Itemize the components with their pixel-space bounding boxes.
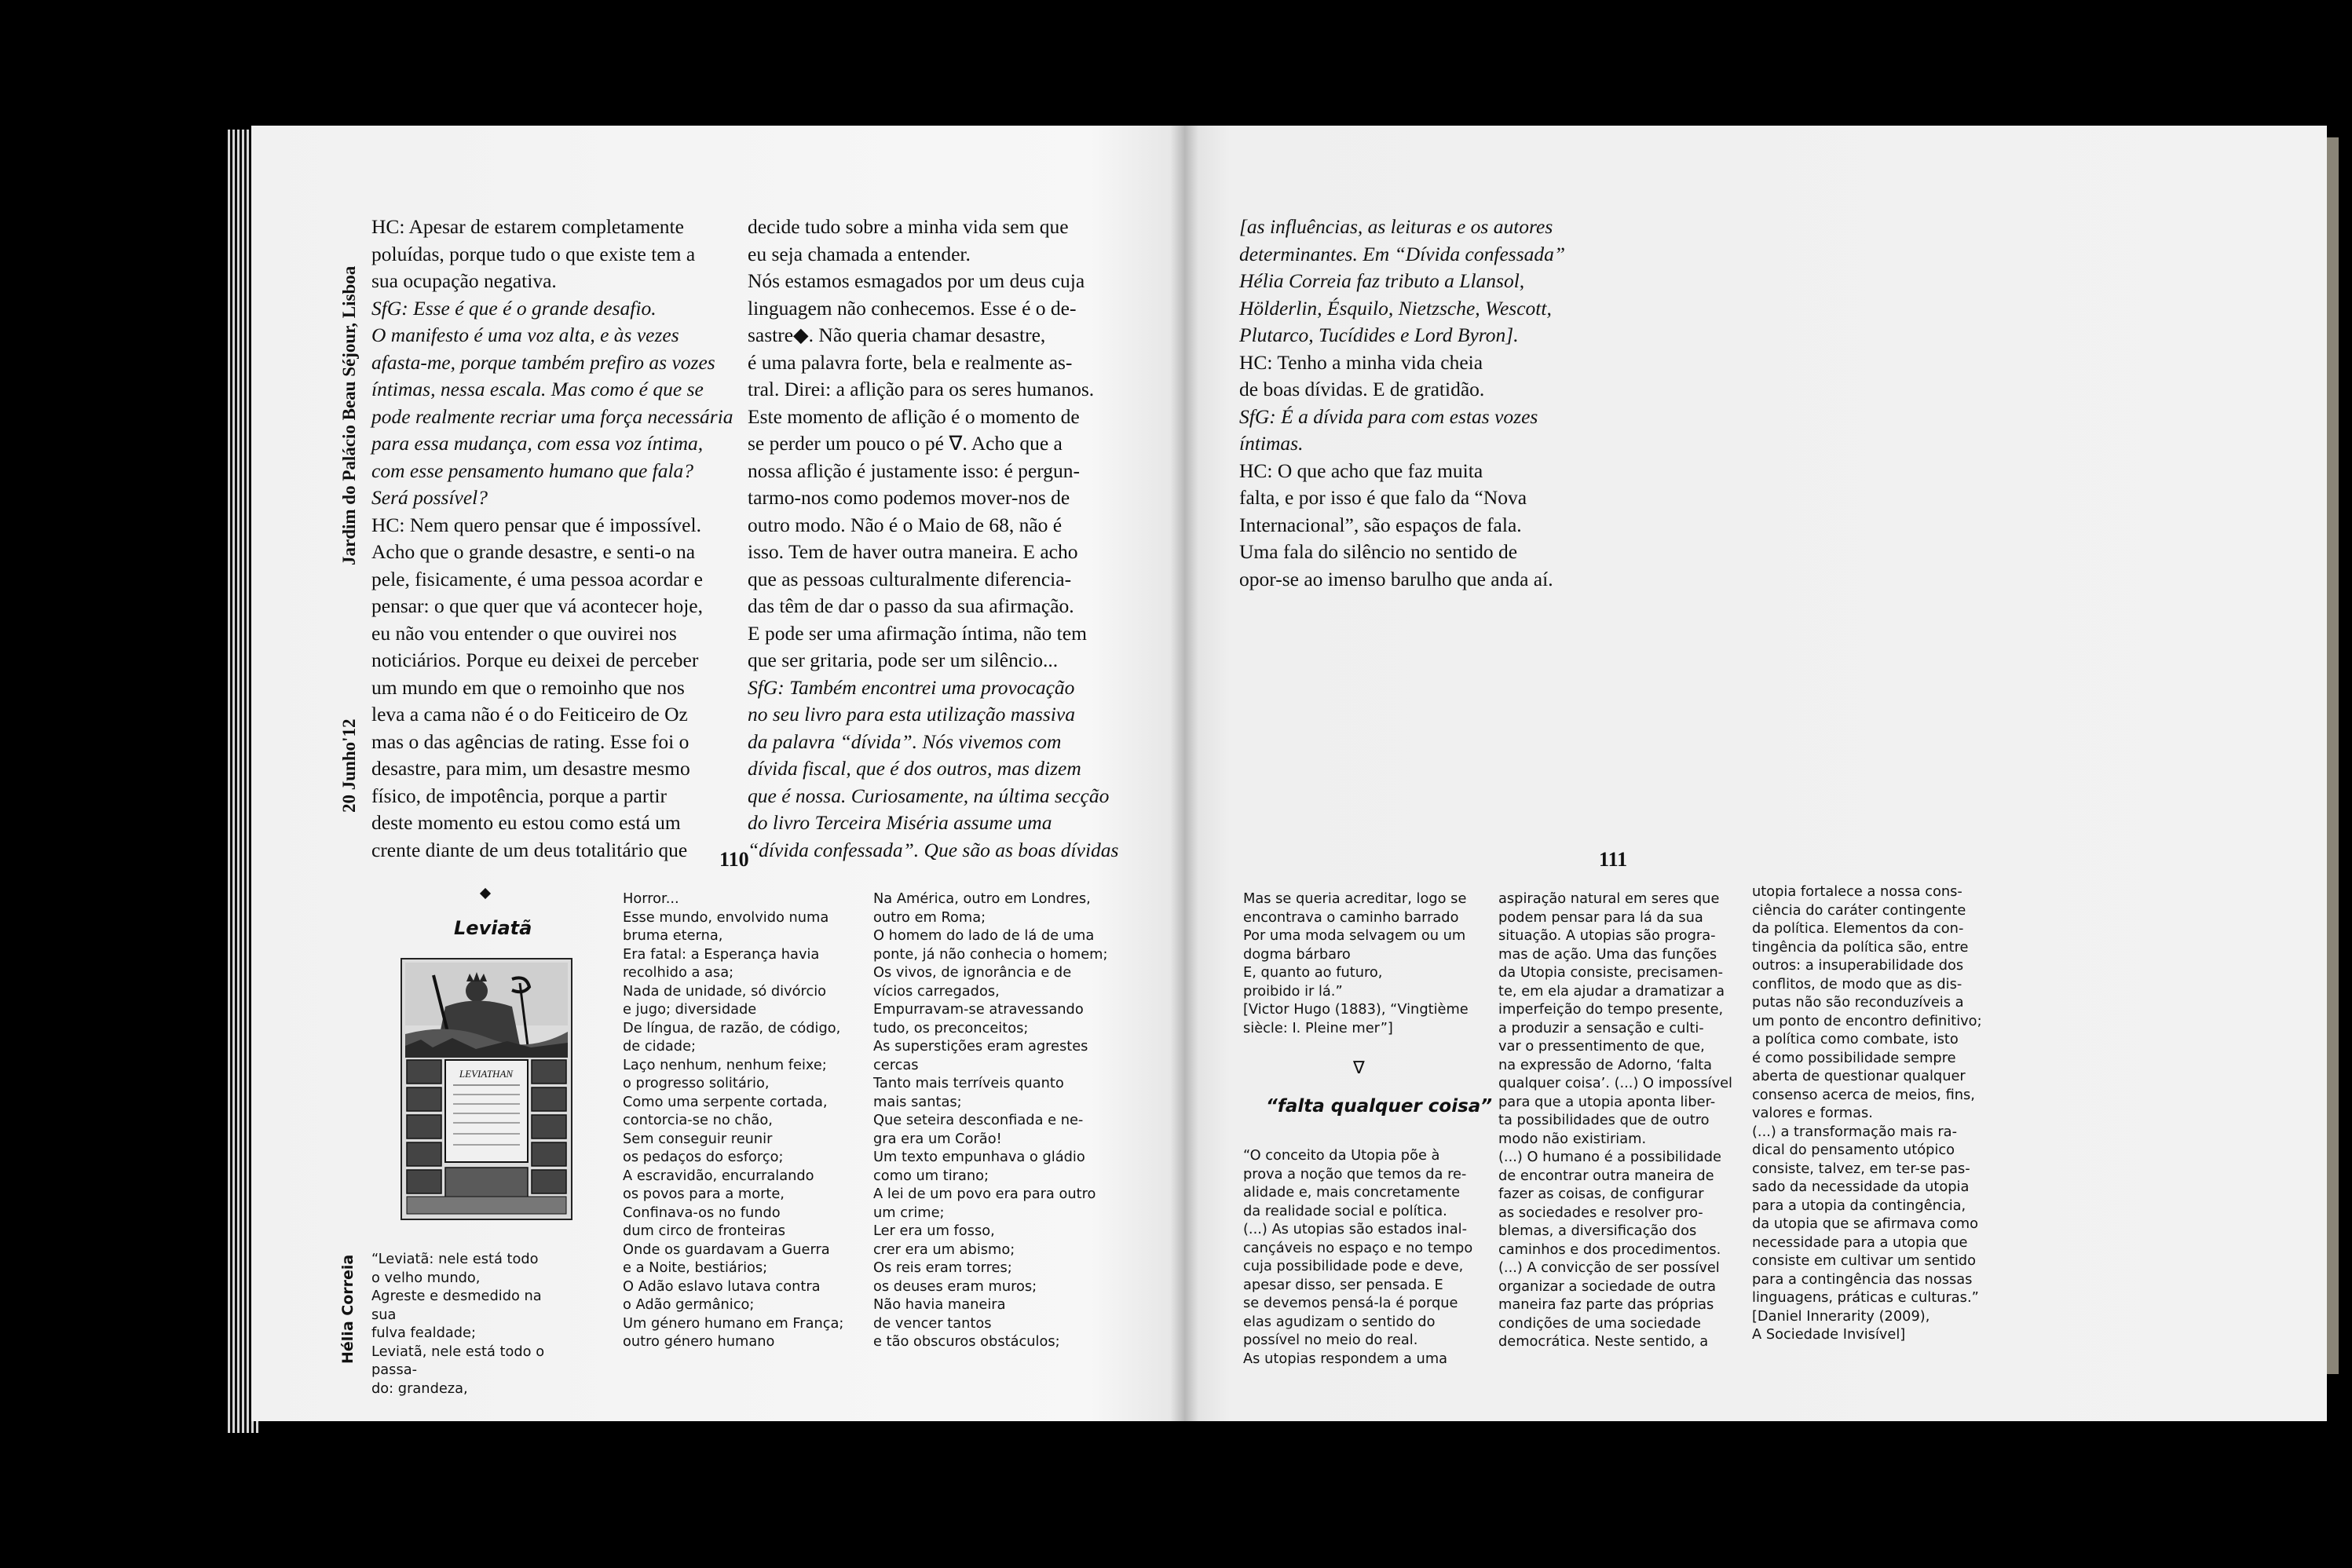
text-line: Hölderlin, Ésquilo, Nietzsche, Wescott, [1239,296,1552,320]
text-line: íntimas. [1239,432,1304,455]
book-gutter [1170,126,1198,1421]
text-line: tral. Direi: a aflição para os seres humanos. [748,378,1095,400]
left-page [251,126,1184,1421]
text-line: isso. Tem de haver outra maneira. E acho [748,540,1078,563]
leviata-heading: Leviatã [454,917,532,939]
text-line: da palavra “dívida”. Nós vivemos com [748,729,1062,753]
text-line: desastre, para mim, um desastre mesmo [371,757,690,780]
text-line: dívida fiscal, que é dos outros, mas dizem [748,757,1081,780]
text-line: HC: O que acho que faz muita [1239,459,1483,482]
author-side-label: Hélia Correia [339,1254,357,1364]
running-head: Jardim do Palácio Beau Séjour, Lisboa [339,265,359,565]
interview-column-3 [1239,214,1648,593]
text-line: Nós estamos esmagados por um deus cuja [748,269,1085,292]
text-line: para essa mudança, com essa voz íntima, [371,432,704,455]
utopia-column-b: aspiração natural em seres que podem pensar para lá da sua situação. A utopias são progra- mas de ação. Uma das funções da Utopia consiste, precisamen- te, em ela ajudar a dramatizar a imperfeição do tempo presente, a produzir a sensação e culti- var o pressentimento de que, na expressão de Adorno, ‘falta qualquer coisa’. (...) O impossível para que a utopia aponta liber- ta possibilidades que de outro modo não existiriam. (...) O humano é a possibilidade de encontrar outra maneira de fazer as coisas, de configurar as sociedades e resolver pro- blemas, a diversificação dos caminhos e dos procedimentos. (...) A convicção de ser possível organizar a sociedade de outra maneira faz parte das próprias condições de uma sociedade democrática. Neste sentido, a [1498,890,1732,1350]
text-line: HC: Nem quero pensar que é impossível. [371,513,701,536]
poem-column-a: Horror... Esse mundo, envolvido numa bruma eterna, Era fatal: a Esperança havia recolhido a asa; Nada de unidade, só divórcio e jugo; diversidade De língua, de razão, de código, de cidade; Laço nenhum, nenhum feixe; o progresso solitário, Como uma serpente cortada, contorcia-se no chão, Sem conseguir reunir os pedaços do esforço; A escravidão, encurralando os povos para a morte, Confinava-os no fundo dum circo de fronteiras Onde os guardavam a Guerra e a Noite, bestiários; O Adão eslavo lutava contra o Adão germânico; Um género humano em França; outro género humano [623,890,844,1350]
text-line: de boas dívidas. E de gratidão. [1239,378,1485,400]
text-line: O manifesto é uma voz alta, e às vezes [371,323,679,346]
text-line: “dívida confessada”. Que são as boas dívidas [748,838,1119,861]
leviathan-engraving-image [401,958,572,1220]
diamond-mark [480,888,491,899]
text-line: decide tudo sobre a minha vida sem que [748,215,1069,238]
text-line: das têm de dar o passo da sua afirmação. [748,594,1074,617]
utopia-column-a-bottom: “O conceito da Utopia põe à prova a noção que temos da re- alidade e, mais concretamente da realidade social e política. (...) As utopias são estados inal- cançáveis no espaço e no tempo cuja possibilidade pode e deve, apesar disso, ser pensada. E se devemos pensá-la é porque elas agudizam o sentido do possível no meio do real. As utopias respondem a uma [1243,1147,1473,1367]
text-line: com esse pensamento humano que fala? [371,459,694,482]
text-line: pensar: o que quer que vá acontecer hoje, [371,594,703,617]
text-line: um mundo em que o remoinho que nos [371,675,685,699]
text-line: outro modo. Não é o Maio de 68, não é [748,513,1063,536]
text-line: Plutarco, Tucídides e Lord Byron]. [1239,323,1519,346]
text-line: íntimas, nessa escala. Mas como é que se [371,378,704,400]
text-line: poluídas, porque tudo o que existe tem a [371,242,696,265]
leviata-caption: “Leviatã: nele está todo o velho mundo, Agreste e desmedido na sua fulva fealdade; Leviatã, nele está todo o passa- do: grandeza, [371,1251,545,1397]
text-line: [as influências, as leituras e os autores [1239,215,1553,238]
right-page [1184,126,2327,1421]
text-line: crente diante de um deus totalitário que [371,838,688,861]
svg-text:LEVIATHAN: LEVIATHAN [459,1068,514,1080]
triangle-mark: ∇ [1353,1058,1365,1078]
text-line: Este momento de aflição é o momento de [748,404,1080,428]
text-line: SfG: Também encontrei uma provocação [748,675,1075,699]
text-line: Acho que o grande desastre, e senti-o na [371,540,696,563]
text-line: que é nossa. Curiosamente, na última secção [748,784,1110,807]
text-line: E pode ser uma afirmação íntima, não tem [748,621,1087,645]
text-line: HC: Tenho a minha vida cheia [1239,350,1483,374]
text-line: pele, fisicamente, é uma pessoa acordar e [371,567,703,590]
interview-column-2 [748,214,1156,864]
text-line: nossa aflição é justamente isso: é pergun- [748,459,1080,482]
text-line: deste momento eu estou como está um [371,811,681,834]
text-line: determinantes. Em “Dívida confessada” [1239,242,1566,265]
text-line: Uma fala do silêncio no sentido de [1239,540,1518,563]
page-number-left: 110 [719,848,749,871]
text-line: sua ocupação negativa. [371,269,557,292]
text-line: SfG: É a dívida para com estas vozes [1239,404,1538,428]
text-line: que ser gritaria, pode ser um silêncio... [748,649,1059,671]
text-line: afasta-me, porque também prefiro as vozes [371,350,715,374]
text-line: pode realmente recriar uma força necessária [371,404,733,428]
text-line: eu seja chamada a entender. [748,242,971,265]
text-line: físico, de impotência, porque a partir [371,784,667,807]
poem-column-b: Na América, outro em Londres, outro em Roma; O homem do lado de lá de uma ponte, já não conhecia o homem; Os vivos, de ignorância e de vícios carregados, Empurravam-se atravessando tudo, os preconceitos; As superstições eram agrestes cercas Tanto mais terríveis quanto mais santas; Que seteira desconfiada e ne- gra era um Corão! Um texto empunhava o gládio como um tirano; A lei de um povo era para outro um crime; Ler era um fosso, crer era um abismo; Os reis eram torres; os deuses eram muros; Não havia maneira de vencer tantos e tão obscuros obstáculos; [873,890,1108,1350]
page-number-right: 111 [1599,848,1628,871]
text-line: mas o das agências de rating. Esse foi o [371,729,690,753]
text-line: noticiários. Porque eu deixei de perceber [371,649,699,671]
falta-qualquer-coisa-heading: “falta qualquer coisa” [1266,1096,1493,1117]
text-line: é uma palavra forte, bela e realmente as- [748,350,1073,374]
text-line: Hélia Correia faz tributo a Llansol, [1239,269,1525,292]
text-line: falta, e por isso é que falo da “Nova [1239,486,1527,509]
text-line: SfG: Esse é que é o grande desafio. [371,296,657,320]
text-line: tarmo-nos como podemos mover-nos de [748,486,1070,509]
interview-date: 20 Junho'12 [339,718,359,813]
text-line: HC: Apesar de estarem completamente [371,215,684,238]
text-line: linguagem não conhecemos. Esse é o de- [748,296,1077,320]
text-line: opor-se ao imenso barulho que anda aí. [1239,567,1553,590]
text-line: sastre◆. Não queria chamar desastre, [748,323,1046,346]
text-line: que as pessoas culturalmente diferencia- [748,567,1072,590]
text-line: Será possível? [371,486,488,509]
text-line: leva a cama não é o do Feiticeiro de Oz [371,703,688,726]
utopia-column-a-top: Mas se queria acreditar, logo se encontrava o caminho barrado Por uma moda selvagem ou um dogma bárbaro E, quanto ao futuro, proibido ir lá.” [Victor Hugo (1883), “Vingtième siècle: I. Pleine mer”] [1243,890,1469,1036]
text-line: Internacional”, são espaços de fala. [1239,513,1522,536]
utopia-column-c: utopia fortalece a nossa cons- ciência do caráter contingente da política. Elementos da con- tingência da política são, entre outros: a insuperabilidade dos conflitos, de modo que as dis- putas não são reconduzíveis a um ponto de encontro definitivo; a política como combate, isto é como possibilidade sempre aberta de questionar qualquer consenso acerca de meios, fins, valores e formas. (...) a transformação mais ra- dical do pensamento utópico consiste, talvez, em ter-se pas- sado da necessidade da utopia para a utopia da contingência, da utopia que se afirmava como necessidade para a utopia que consiste em cultivar um sentido para a contingência das nossas linguagens, práticas e culturas.” [Daniel Innerarity (2009), A Sociedade Invisível] [1752,883,1982,1343]
text-line: eu não vou entender o que ouvirei nos [371,621,677,645]
text-line: se perder um pouco o pé ∇. Acho que a [748,432,1063,455]
text-line: no seu livro para esta utilização massiva [748,703,1075,726]
interview-column-1 [371,214,741,864]
text-line: do livro Terceira Miséria assume uma [748,811,1052,834]
